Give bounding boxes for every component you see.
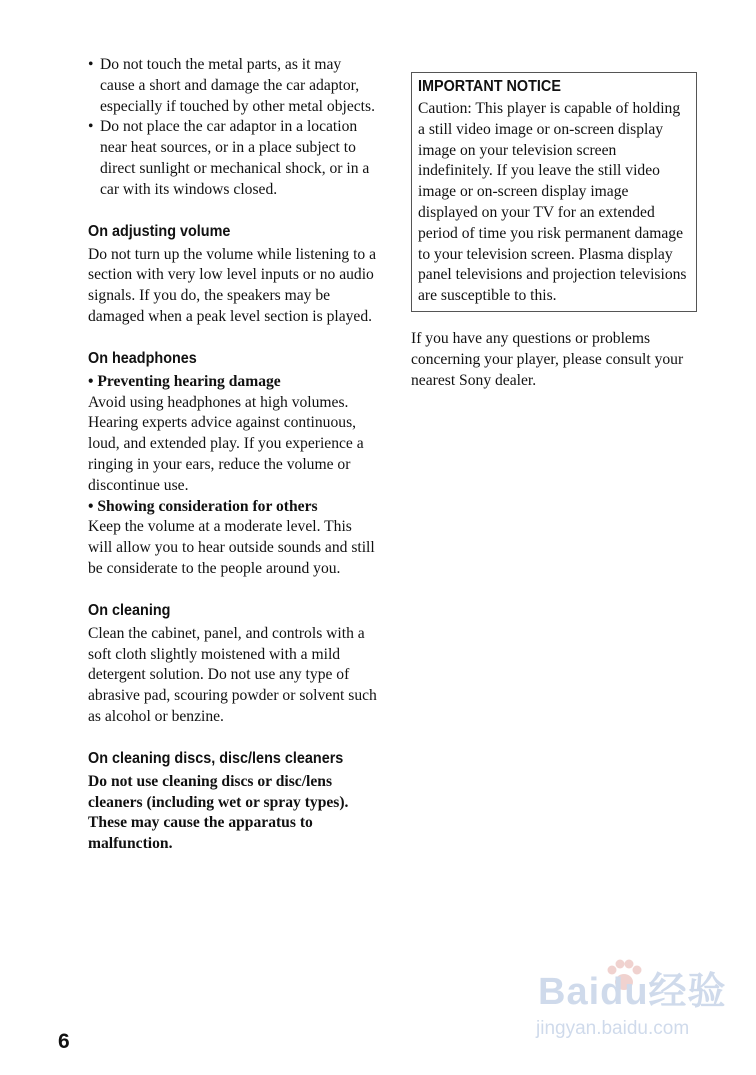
section-cleaning [88, 601, 378, 728]
bullet-text: Do not place the car adaptor in a location near heat sources, or in a place subject to direct sunlight or mechanical shock, or in a car with its windows closed. [100, 118, 370, 198]
bullet-item: • Do not touch the metal parts, as it may cause a short and damage the car adaptor, especially if touched by other metal objects. [88, 56, 375, 115]
section-adjusting-volume [88, 222, 378, 328]
heading-important-notice: IMPORTANT NOTICE [418, 78, 561, 95]
subheading-consideration: • Showing consideration for others [88, 497, 318, 515]
heading-cleaning-discs: On cleaning discs, disc/lens cleaners [88, 749, 344, 767]
subheading-hearing-damage: • Preventing hearing damage [88, 372, 281, 390]
right-column [411, 55, 701, 391]
consideration-text: Keep the volume at a moderate level. This will allow you to hear outside sounds and still be considerate to the people around you. [88, 518, 375, 577]
bullet-item: • Do not place the car adaptor in a location near heat sources, or in a place subject to direct sunlight or mechanical shock, or in a car with its windows closed. [88, 118, 370, 198]
section-cleaning-discs [88, 749, 378, 855]
left-column [88, 55, 378, 855]
watermark-url: jingyan.baidu.com [536, 1018, 690, 1039]
car-adaptor-bullets [88, 55, 378, 201]
hearing-damage-text: Avoid using headphones at high volumes. Hearing experts advice against continuous, loud, and extended play. If you experience a ringing in your ears, reduce the volume or discontinue use. [88, 393, 364, 494]
heading-adjusting-volume: On adjusting volume [88, 222, 231, 240]
watermark [532, 958, 732, 1053]
page-number: 6 [58, 1030, 70, 1053]
contact-dealer-text: If you have any questions or problems concerning your player, please consult your nearest Sony dealer. [411, 329, 684, 389]
section-headphones [88, 349, 378, 580]
heading-cleaning: On cleaning [88, 601, 171, 619]
important-notice-box [411, 72, 697, 312]
important-notice-text: Caution: This player is capable of holding a still video image or on-screen display image on your television screen indefinitely. If you leave the still video image or on-screen display image displayed on your TV for an extended period of time you risk permanent damage to your television screen. Plasma display panel televisions and projection televisions are susceptible to this. [418, 100, 687, 305]
adjusting-volume-text: Do not turn up the volume while listening to a section with very low level inputs or no audio signals. If you do, the speakers may be damaged when a peak level section is played. [88, 245, 377, 325]
bullet-text: Do not touch the metal parts, as it may cause a short and damage the car adaptor, especially if touched by other metal objects. [100, 56, 375, 115]
cleaning-text: Clean the cabinet, panel, and controls with a soft cloth slightly moistened with a mild detergent solution. Do not use any type of abrasive pad, scouring powder or solvent such as alcohol or benzine. [88, 624, 377, 725]
watermark-logo: Baidu经验 [538, 971, 727, 1013]
cleaning-discs-text: Do not use cleaning discs or disc/lens cleaners (including wet or spray types). These may cause the apparatus to malfunction. [88, 772, 349, 853]
heading-headphones: On headphones [88, 349, 197, 367]
